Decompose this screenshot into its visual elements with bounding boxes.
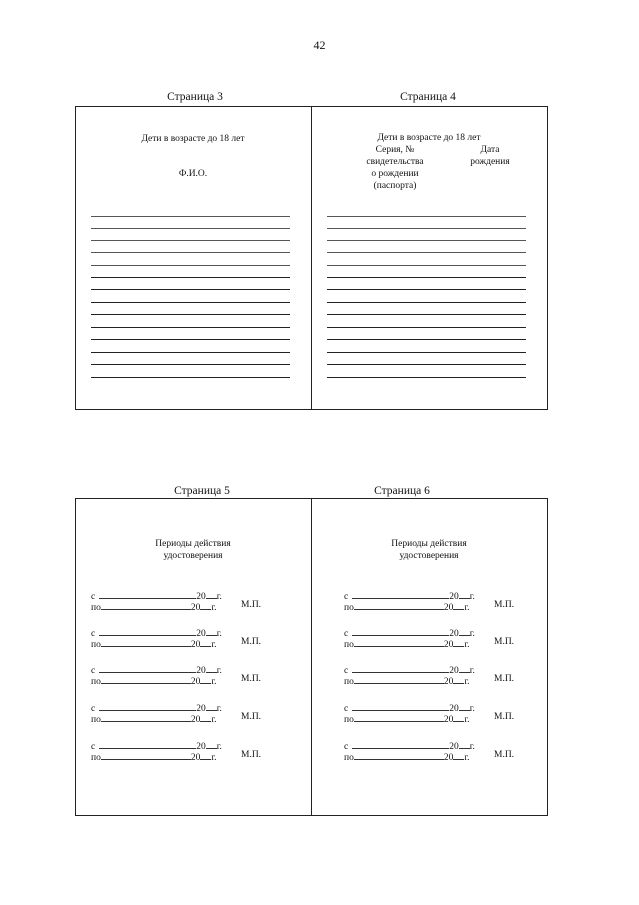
stamp-label: М.П. bbox=[494, 637, 515, 647]
write-line bbox=[91, 289, 290, 290]
date-blank bbox=[99, 663, 196, 673]
year-prefix: 20 bbox=[443, 640, 454, 650]
year-blank bbox=[200, 600, 211, 610]
year-suffix: г. bbox=[211, 603, 217, 613]
year-suffix: г. bbox=[469, 704, 475, 714]
page-3-heading: Дети в возрасте до 18 лет bbox=[141, 134, 245, 144]
stamp-label: М.П. bbox=[241, 750, 262, 760]
date-blank bbox=[354, 674, 444, 684]
page-6-heading-line-2: удостоверения bbox=[399, 551, 459, 561]
write-line bbox=[91, 277, 290, 278]
date-blank bbox=[352, 701, 449, 711]
date-blank bbox=[101, 712, 191, 722]
write-line bbox=[91, 314, 290, 315]
spread-2-fold bbox=[311, 498, 312, 816]
year-prefix: 20 bbox=[196, 629, 206, 639]
year-prefix: 20 bbox=[449, 629, 459, 639]
period-from-label: с bbox=[344, 592, 349, 602]
date-blank bbox=[354, 712, 444, 722]
year-suffix: г. bbox=[216, 629, 222, 639]
year-prefix: 20 bbox=[449, 666, 459, 676]
year-blank bbox=[453, 637, 464, 647]
write-line bbox=[91, 377, 290, 378]
stamp-label: М.П. bbox=[241, 712, 262, 722]
year-blank bbox=[200, 637, 211, 647]
stamp-label: М.П. bbox=[494, 712, 515, 722]
year-suffix: г. bbox=[464, 603, 470, 613]
year-prefix: 20 bbox=[190, 753, 201, 763]
year-blank bbox=[453, 600, 464, 610]
period-from-label: с bbox=[91, 592, 96, 602]
year-suffix: г. bbox=[216, 666, 222, 676]
year-blank bbox=[206, 663, 217, 673]
period-to-label: по bbox=[91, 640, 101, 650]
year-prefix: 20 bbox=[443, 753, 454, 763]
year-suffix: г. bbox=[464, 640, 470, 650]
period-from-label: с bbox=[91, 629, 96, 639]
period-to-label: по bbox=[344, 640, 354, 650]
year-blank bbox=[453, 674, 464, 684]
year-suffix: г. bbox=[464, 677, 470, 687]
year-blank bbox=[206, 589, 217, 599]
date-blank bbox=[352, 626, 449, 636]
date-blank bbox=[354, 750, 444, 760]
write-line bbox=[327, 302, 526, 303]
year-suffix: г. bbox=[211, 640, 217, 650]
period-from-label: с bbox=[344, 666, 349, 676]
write-line bbox=[327, 364, 526, 365]
year-blank bbox=[206, 626, 217, 636]
write-line bbox=[327, 216, 526, 217]
write-line bbox=[91, 364, 290, 365]
caption-page-6: Страница 6 bbox=[374, 485, 430, 497]
period-from-label: с bbox=[344, 629, 349, 639]
period-to-row bbox=[91, 674, 217, 687]
period-to-label: по bbox=[344, 677, 354, 687]
write-line bbox=[91, 327, 290, 328]
year-prefix: 20 bbox=[196, 704, 206, 714]
period-from-label: с bbox=[91, 666, 96, 676]
write-line bbox=[327, 240, 526, 241]
year-blank bbox=[206, 701, 217, 711]
period-from-label: с bbox=[91, 704, 96, 714]
period-to-label: по bbox=[91, 603, 101, 613]
page-6-heading-line-1: Периоды действия bbox=[391, 539, 467, 549]
period-to-row bbox=[344, 712, 470, 725]
caption-page-5: Страница 5 bbox=[174, 485, 230, 497]
period-to-row bbox=[91, 637, 217, 650]
date-blank bbox=[101, 600, 191, 610]
col-2-line-2: рождения bbox=[470, 157, 510, 167]
date-blank bbox=[99, 626, 196, 636]
year-suffix: г. bbox=[216, 742, 222, 752]
year-prefix: 20 bbox=[449, 592, 459, 602]
period-to-row bbox=[344, 750, 470, 763]
year-blank bbox=[200, 674, 211, 684]
page-5-heading bbox=[80, 538, 306, 562]
date-blank bbox=[99, 739, 196, 749]
write-line bbox=[327, 352, 526, 353]
year-prefix: 20 bbox=[196, 666, 206, 676]
year-suffix: г. bbox=[469, 742, 475, 752]
year-blank bbox=[453, 750, 464, 760]
period-from-label: с bbox=[344, 742, 349, 752]
write-line bbox=[327, 265, 526, 266]
year-blank bbox=[459, 589, 470, 599]
year-blank bbox=[459, 739, 470, 749]
year-suffix: г. bbox=[469, 629, 475, 639]
page-6-heading bbox=[316, 538, 542, 562]
period-to-row bbox=[344, 637, 470, 650]
caption-page-4: Страница 4 bbox=[400, 91, 456, 103]
page-number: 42 bbox=[313, 38, 326, 52]
year-prefix: 20 bbox=[190, 640, 201, 650]
period-to-row bbox=[91, 750, 217, 763]
period-from-label: с bbox=[344, 704, 349, 714]
year-blank bbox=[453, 712, 464, 722]
period-to-label: по bbox=[91, 715, 101, 725]
year-suffix: г. bbox=[464, 715, 470, 725]
year-suffix: г. bbox=[211, 753, 217, 763]
period-to-row bbox=[344, 674, 470, 687]
year-prefix: 20 bbox=[190, 715, 201, 725]
period-to-row bbox=[91, 712, 217, 725]
year-prefix: 20 bbox=[443, 603, 454, 613]
period-to-row bbox=[91, 600, 217, 613]
period-from-label: с bbox=[91, 742, 96, 752]
stamp-label: М.П. bbox=[494, 750, 515, 760]
write-line bbox=[327, 339, 526, 340]
year-suffix: г. bbox=[464, 753, 470, 763]
year-blank bbox=[206, 739, 217, 749]
year-blank bbox=[459, 626, 470, 636]
year-prefix: 20 bbox=[443, 677, 454, 687]
col-1-line-2: свидетельства bbox=[366, 157, 424, 167]
year-prefix: 20 bbox=[190, 677, 201, 687]
year-suffix: г. bbox=[211, 677, 217, 687]
col-1-line-4: (паспорта) bbox=[373, 181, 417, 191]
write-line bbox=[327, 327, 526, 328]
stamp-label: М.П. bbox=[241, 674, 262, 684]
period-to-label: по bbox=[344, 753, 354, 763]
period-to-label: по bbox=[344, 603, 354, 613]
caption-page-3: Страница 3 bbox=[167, 91, 223, 103]
date-blank bbox=[101, 750, 191, 760]
year-suffix: г. bbox=[469, 592, 475, 602]
stamp-label: М.П. bbox=[241, 637, 262, 647]
year-blank bbox=[459, 663, 470, 673]
period-to-label: по bbox=[91, 753, 101, 763]
col-2-line-1: Дата bbox=[480, 145, 500, 155]
year-blank bbox=[200, 750, 211, 760]
period-to-label: по bbox=[344, 715, 354, 725]
date-blank bbox=[101, 637, 191, 647]
write-line bbox=[91, 240, 290, 241]
year-suffix: г. bbox=[469, 666, 475, 676]
page-4-col-1-header bbox=[345, 144, 445, 192]
write-line bbox=[91, 352, 290, 353]
period-to-label: по bbox=[91, 677, 101, 687]
spread-1-fold bbox=[311, 106, 312, 410]
date-blank bbox=[99, 589, 196, 599]
year-suffix: г. bbox=[216, 704, 222, 714]
write-line bbox=[327, 377, 526, 378]
date-blank bbox=[99, 701, 196, 711]
year-blank bbox=[459, 701, 470, 711]
write-line bbox=[327, 314, 526, 315]
write-line bbox=[327, 228, 526, 229]
write-line bbox=[91, 216, 290, 217]
page-4-heading: Дети в возрасте до 18 лет bbox=[377, 133, 481, 143]
year-prefix: 20 bbox=[196, 742, 206, 752]
date-blank bbox=[101, 674, 191, 684]
date-blank bbox=[352, 739, 449, 749]
date-blank bbox=[352, 663, 449, 673]
date-blank bbox=[352, 589, 449, 599]
write-line bbox=[327, 289, 526, 290]
stamp-label: М.П. bbox=[241, 600, 262, 610]
year-suffix: г. bbox=[211, 715, 217, 725]
write-line bbox=[327, 252, 526, 253]
page-5-heading-line-2: удостоверения bbox=[163, 551, 223, 561]
write-line bbox=[91, 265, 290, 266]
year-prefix: 20 bbox=[443, 715, 454, 725]
write-line bbox=[91, 252, 290, 253]
col-1-line-1: Серия, № bbox=[375, 145, 415, 155]
write-line bbox=[91, 228, 290, 229]
write-line bbox=[327, 277, 526, 278]
year-suffix: г. bbox=[216, 592, 222, 602]
page-5-heading-line-1: Периоды действия bbox=[155, 539, 231, 549]
year-blank bbox=[200, 712, 211, 722]
page-3-fio-label: Ф.И.О. bbox=[178, 169, 208, 179]
year-prefix: 20 bbox=[190, 603, 201, 613]
write-line bbox=[91, 339, 290, 340]
year-prefix: 20 bbox=[196, 592, 206, 602]
year-prefix: 20 bbox=[449, 704, 459, 714]
page-4-col-2-header bbox=[455, 144, 525, 168]
write-line bbox=[91, 302, 290, 303]
year-prefix: 20 bbox=[449, 742, 459, 752]
stamp-label: М.П. bbox=[494, 674, 515, 684]
date-blank bbox=[354, 637, 444, 647]
col-1-line-3: о рождении bbox=[371, 169, 419, 179]
period-to-row bbox=[344, 600, 470, 613]
stamp-label: М.П. bbox=[494, 600, 515, 610]
date-blank bbox=[354, 600, 444, 610]
